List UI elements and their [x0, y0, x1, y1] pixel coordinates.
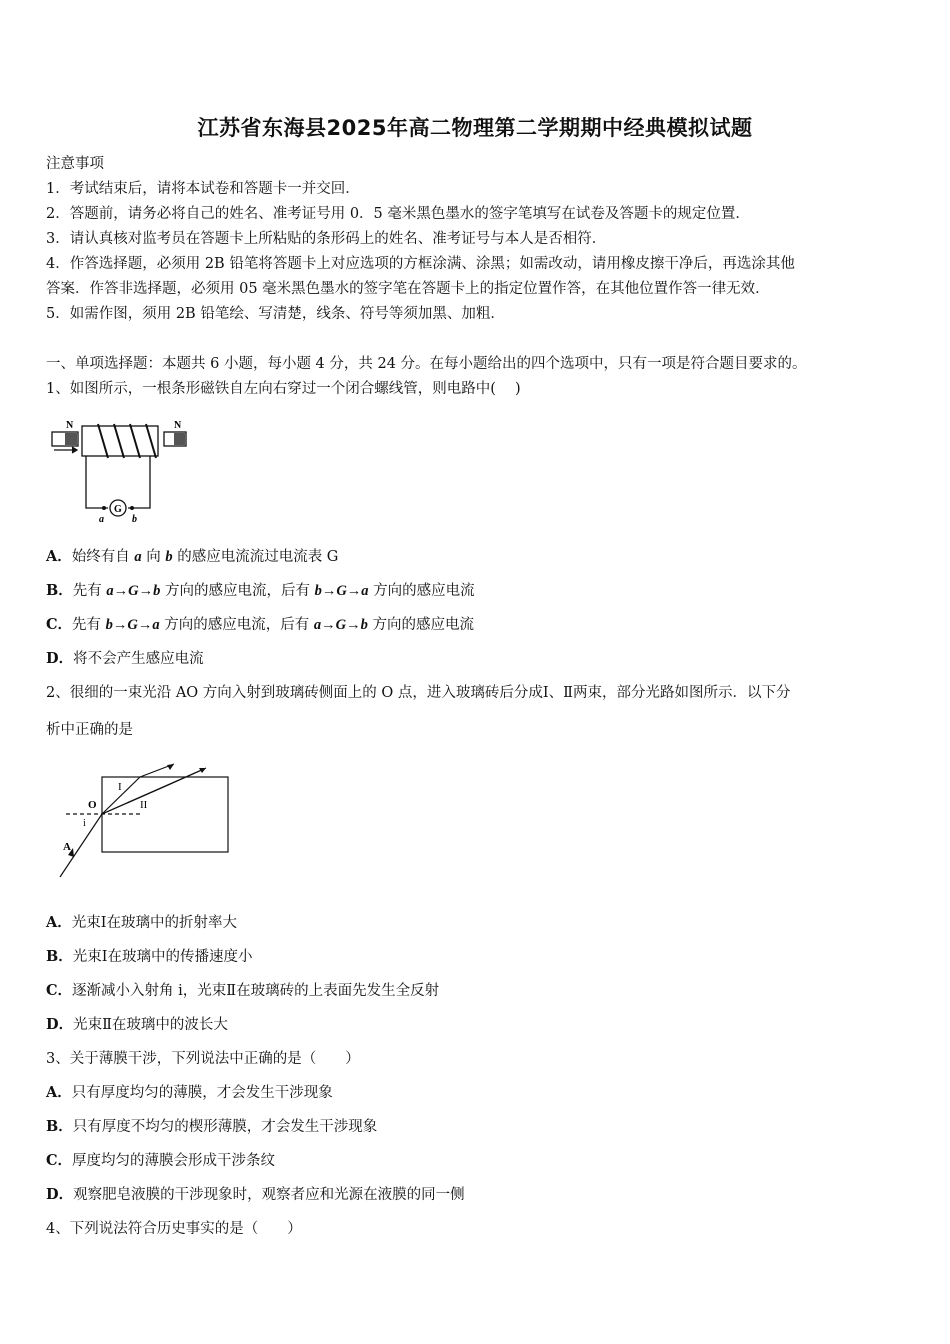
notice-heading: 注意事项 [46, 156, 104, 172]
q2-option-d[interactable]: D．光束Ⅱ在玻璃中的波长大 [46, 1016, 228, 1033]
notice-item: 5．如需作图，须用 2B 铅笔绘、写清楚，线条、符号等须加黑、加粗． [46, 306, 505, 322]
section-heading: 一、单项选择题：本题共 6 小题，每小题 4 分，共 24 分。在每小题给出的四个选项中，只有一项是符合题目要求的。 [46, 356, 807, 372]
angle-i-label: i [83, 818, 86, 829]
point-a-label: a [99, 514, 104, 525]
q3-option-d[interactable]: D．观察肥皂液膜的干涉现象时，观察者应和光源在液膜的同一侧 [46, 1186, 465, 1203]
beam-2-label: II [140, 799, 148, 811]
q1-stem: 1、如图所示，一根条形磁铁自左向右穿过一个闭合螺线管，则电路中( ) [46, 381, 521, 397]
q1-option-b[interactable]: B．先有 a→G→b 方向的感应电流，后有 b→G→a 方向的感应电流 [46, 582, 475, 599]
notice-item: 1．考试结束后，请将本试卷和答题卡一并交回． [46, 181, 360, 197]
beam-1-label: I [118, 781, 122, 793]
notice-item: 答案．作答非选择题，必须用 05 毫米黑色墨水的签字笔在答题卡上的指定位置作答，在其他位置作答一律无效． [46, 281, 770, 297]
point-a-label: A [63, 841, 71, 853]
q2-stem-line1: 2、很细的一束光沿 AO 方向入射到玻璃砖侧面上的 O 点，进入玻璃砖后分成Ⅰ、Ⅱ两束，部分光路如图所示．以下分 [46, 685, 791, 701]
q2-option-a[interactable]: A．光束Ⅰ在玻璃中的折射率大 [46, 914, 237, 931]
q3-option-b[interactable]: B．只有厚度不均匀的楔形薄膜，才会发生干涉现象 [46, 1118, 378, 1135]
exam-title: 江苏省东海县2025年高二物理第二学期期中经典模拟试题 [197, 116, 753, 140]
q1-option-c[interactable]: C．先有 b→G→a 方向的感应电流，后有 a→G→b 方向的感应电流 [46, 616, 474, 633]
galvanometer-label: G [114, 504, 122, 515]
point-b-label: b [132, 514, 137, 525]
notice-item: 3．请认真核对监考员在答题卡上所粘贴的条形码上的姓名、准考证号与本人是否相符． [46, 231, 607, 247]
q2-stem-line2: 析中正确的是 [46, 722, 133, 738]
notice-item: 4．作答选择题，必须用 2B 铅笔将答题卡上对应选项的方框涂满、涂黑；如需改动，请用橡皮擦干净后，再选涂其他 [46, 256, 795, 272]
n-pole-left: N [66, 420, 74, 431]
q2-option-c[interactable]: C．逐渐减小入射角 i，光束Ⅱ在玻璃砖的上表面先发生全反射 [46, 982, 440, 999]
notice-item: 2．答题前，请务必将自己的姓名、准考证号用 0．5 毫米黑色墨水的签字笔填写在试卷及答题卡的规定位置． [46, 206, 750, 222]
q3-stem: 3、关于薄膜干涉，下列说法中正确的是（ ） [46, 1051, 360, 1067]
n-pole-right: N [174, 420, 182, 431]
q1-solenoid-figure [46, 410, 196, 525]
q4-stem: 4、下列说法符合历史事实的是（ ） [46, 1221, 302, 1237]
q3-option-c[interactable]: C．厚度均匀的薄膜会形成干涉条纹 [46, 1152, 276, 1169]
q2-glass-brick-figure [56, 762, 241, 882]
q1-option-d[interactable]: D．将不会产生感应电流 [46, 650, 204, 667]
q3-option-a[interactable]: A．只有厚度均匀的薄膜，才会发生干涉现象 [46, 1084, 333, 1101]
point-o-label: O [88, 799, 97, 811]
q2-option-b[interactable]: B．光束Ⅰ在玻璃中的传播速度小 [46, 948, 253, 965]
q1-option-a[interactable]: A．始终有自 a 向 b 的感应电流流过电流表 G [46, 548, 339, 565]
